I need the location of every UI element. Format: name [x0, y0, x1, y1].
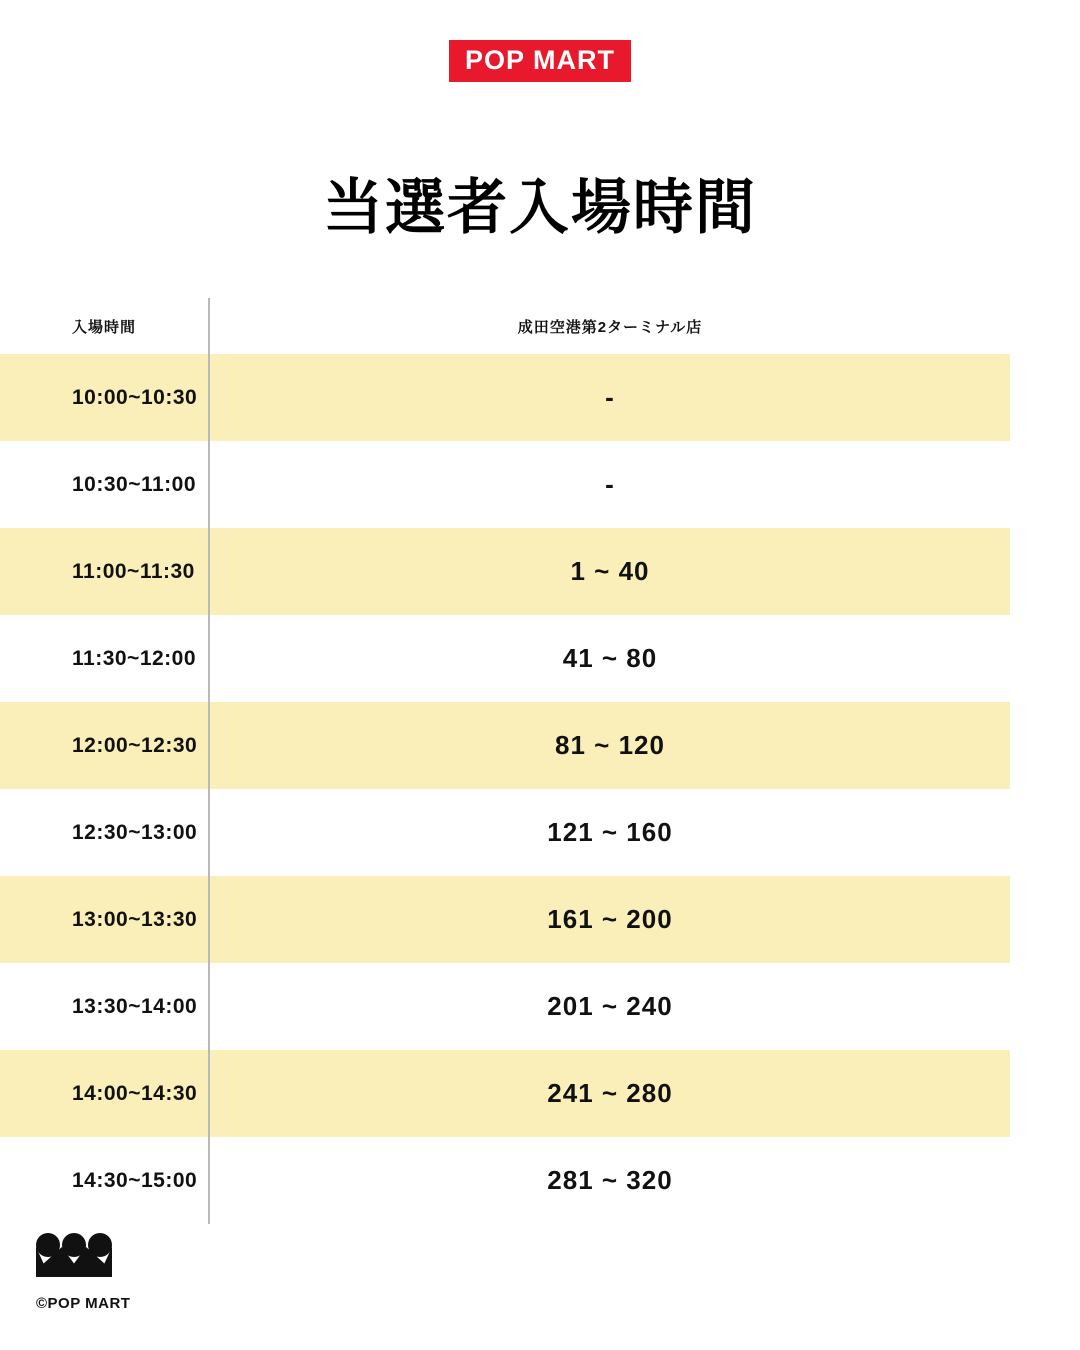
row-value: 161 ~ 200	[210, 876, 1010, 963]
row-value: -	[605, 469, 615, 499]
brand-header	[0, 0, 1080, 82]
row-value: 241 ~ 280	[210, 1050, 1010, 1137]
row-value: 41 ~ 80	[562, 643, 658, 673]
row-value: 201 ~ 240	[547, 991, 673, 1021]
entry-time-table	[0, 298, 1080, 1224]
column-header-time: 入場時間	[71, 318, 136, 336]
table-row	[0, 528, 1080, 615]
table-row	[0, 702, 1080, 789]
row-time: 14:00~14:30	[0, 1050, 208, 1137]
row-time: 13:30~14:00	[72, 994, 198, 1018]
row-time: 12:30~13:00	[72, 820, 198, 844]
row-time: 12:00~12:30	[0, 702, 208, 789]
row-value: 1 ~ 40	[210, 528, 1010, 615]
row-time: 11:30~12:00	[72, 646, 197, 670]
row-time: 14:30~15:00	[72, 1168, 198, 1192]
footer	[36, 1233, 130, 1312]
row-value: 281 ~ 320	[547, 1165, 673, 1195]
column-header-store: 成田空港第2ターミナル店	[517, 318, 703, 336]
table-row	[0, 441, 1080, 528]
popmart-logo: POP MART	[449, 40, 631, 82]
row-time: 11:00~11:30	[0, 528, 208, 615]
table-header-row	[0, 298, 1080, 354]
row-value: -	[210, 354, 1010, 441]
crown-icon	[36, 1233, 112, 1279]
table-row	[0, 1137, 1080, 1224]
table-row	[0, 963, 1080, 1050]
row-value: 81 ~ 120	[210, 702, 1010, 789]
table-row	[0, 789, 1080, 876]
table-row	[0, 876, 1080, 963]
table-row	[0, 354, 1080, 441]
table-row	[0, 615, 1080, 702]
row-value: 121 ~ 160	[547, 817, 673, 847]
row-time: 10:00~10:30	[0, 354, 208, 441]
row-time: 13:00~13:30	[0, 876, 208, 963]
row-time: 10:30~11:00	[72, 472, 197, 496]
copyright-text: ©POP MART	[36, 1295, 131, 1312]
page-title: 当選者入場時間	[323, 173, 757, 243]
table-row	[0, 1050, 1080, 1137]
